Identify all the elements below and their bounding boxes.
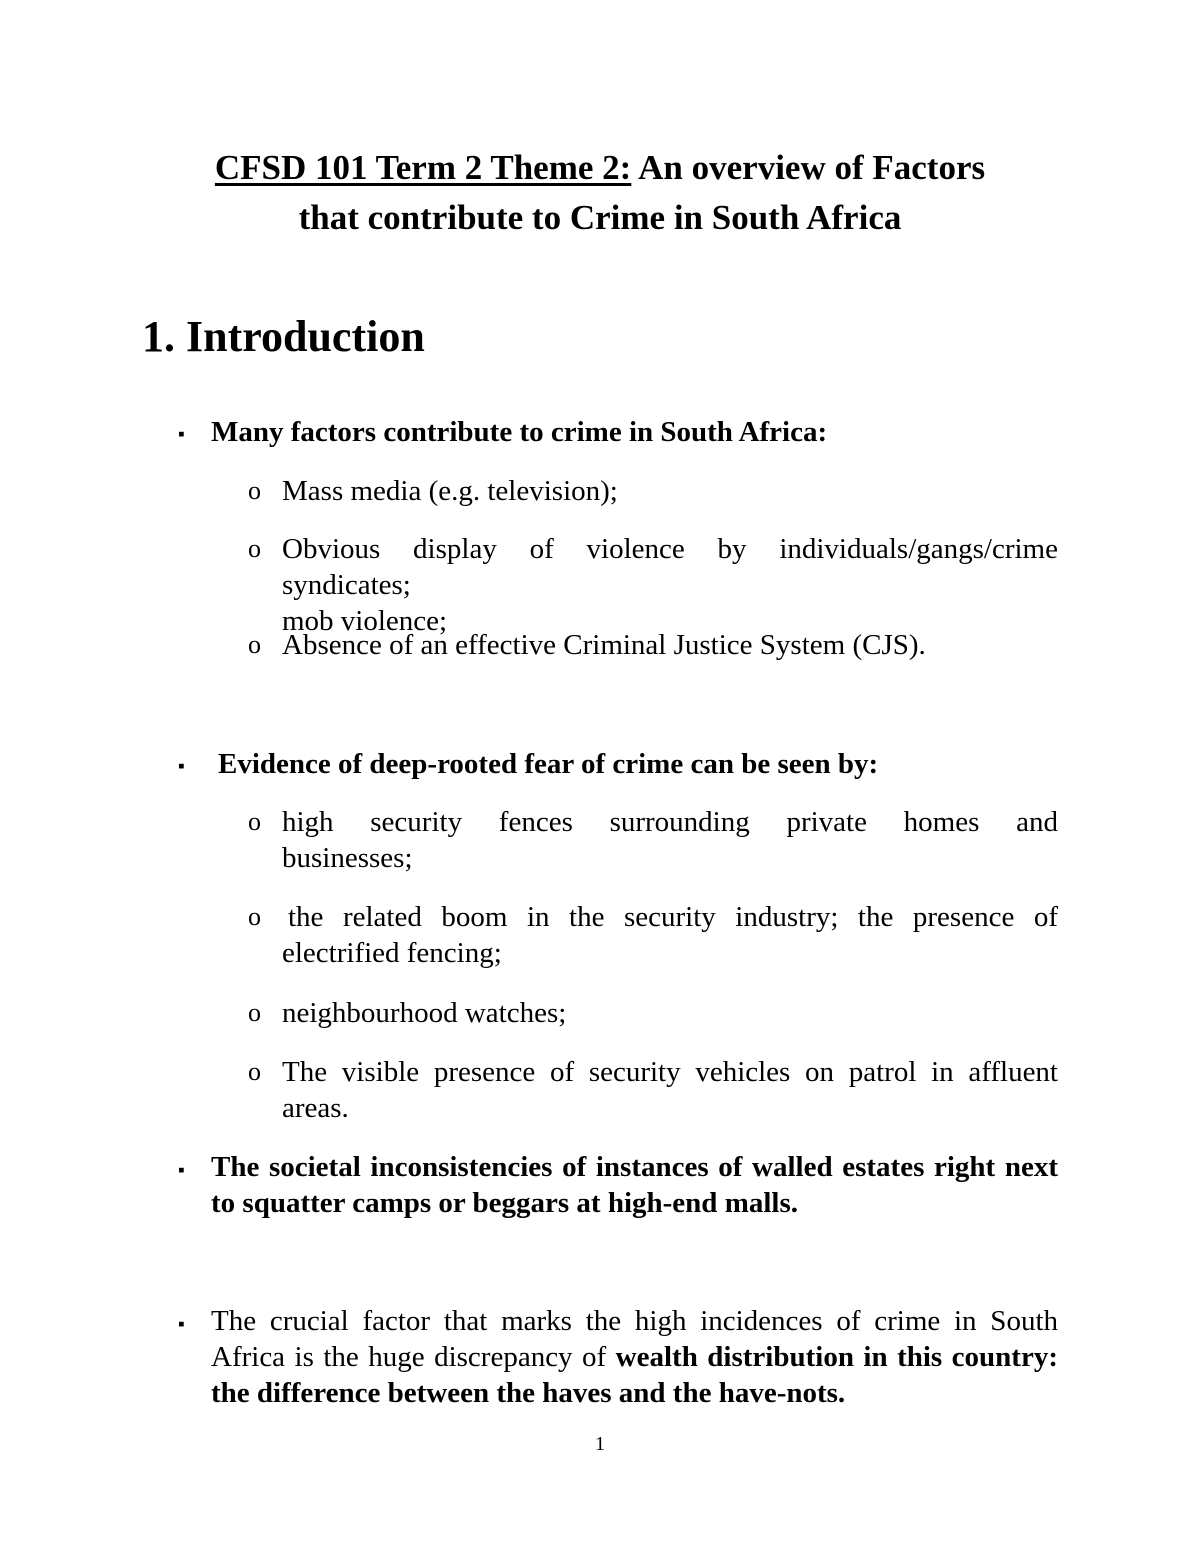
sub-item-1-3: Absence of an effective Criminal Justice System (CJS). xyxy=(282,629,926,661)
title-line-1-rest: An overview of Factors xyxy=(631,148,986,187)
bullet-4-text xyxy=(211,1303,1058,1411)
title-course-code: CFSD 101 Term 2 Theme 2: xyxy=(214,148,632,187)
title-line-2: that contribute to Crime in South Africa xyxy=(298,198,902,237)
sub-item-1-1: Mass media (e.g. television); xyxy=(282,475,618,507)
bullet-3-text: The societal inconsistencies of instances of walled estates right next to squatter camps or beggars at high-end malls. xyxy=(211,1151,1058,1219)
circle-bullet-icon: o xyxy=(248,1057,261,1086)
section-heading: 1. Introduction xyxy=(142,312,425,361)
bullet-4-plain: The crucial factor that marks the high incidences of crime in South Africa is the huge discrepancy of xyxy=(211,1305,1058,1373)
square-bullet-icon: ▪ xyxy=(178,1314,185,1335)
sub-item-1-2: Obvious display of violence by individuals/gangs/crime syndicates; mob violence; xyxy=(282,533,1058,637)
sub-item-2-2: the related boom in the security industry; the presence of electrified fencing; xyxy=(282,901,1058,969)
circle-bullet-icon: o xyxy=(248,807,261,836)
sub-item-2-3: neighbourhood watches; xyxy=(282,997,567,1029)
page-number: 1 xyxy=(595,1433,605,1455)
sub-item-2-4: The visible presence of security vehicles on patrol in affluent areas. xyxy=(282,1056,1058,1124)
circle-bullet-icon: o xyxy=(248,534,261,563)
square-bullet-icon: ▪ xyxy=(178,756,185,777)
bullet-4-bold: wealth distribution in this country: the difference between the haves and the have-nots. xyxy=(211,1341,1058,1409)
circle-bullet-icon: o xyxy=(248,476,261,505)
square-bullet-icon: ▪ xyxy=(178,1160,185,1181)
circle-bullet-icon: o xyxy=(248,630,261,659)
bullet-2-text: Evidence of deep-rooted fear of crime can be seen by: xyxy=(218,748,879,780)
bullet-1-text: Many factors contribute to crime in South Africa: xyxy=(211,416,828,448)
circle-bullet-icon: o xyxy=(248,902,261,931)
document-title xyxy=(0,143,1200,243)
sub-item-2-1: high security fences surrounding private homes and businesses; xyxy=(282,806,1058,874)
square-bullet-icon: ▪ xyxy=(178,424,185,445)
circle-bullet-icon: o xyxy=(248,998,261,1027)
